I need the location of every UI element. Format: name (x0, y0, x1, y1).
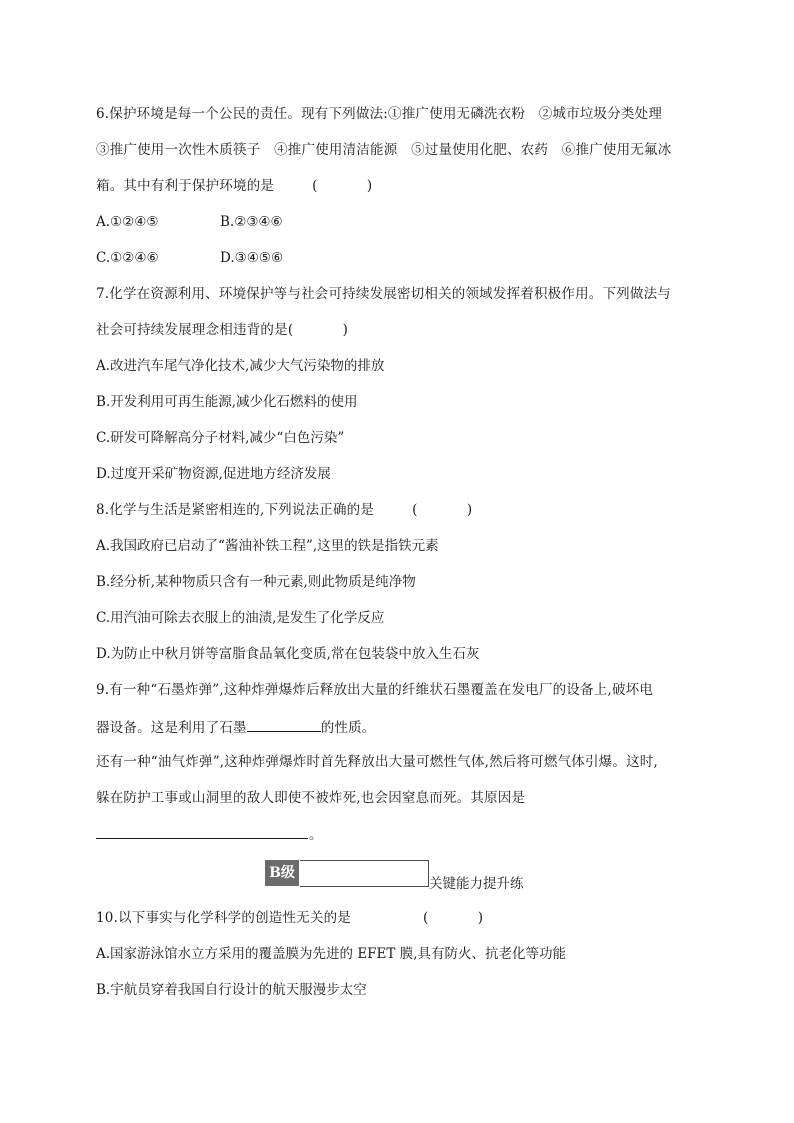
q9-line-1: 9.有一种“石墨炸弹”,这种炸弹爆炸后释放出大量的纤维状石墨覆盖在发电厂的设备上,破坏电 (96, 682, 654, 698)
q9-line-4: 躲在防护工事或山洞里的敌人即使不被炸死,也会因窒息而死。其原因是 (96, 790, 526, 806)
q6-line-3-text: 箱。其中有利于保护环境的是 (96, 178, 275, 194)
q9-line-2a: 器设备。这是利用了石墨 (96, 720, 247, 736)
q10-option-b: B.宇航员穿着我国自行设计的航天服漫步太空 (96, 982, 367, 998)
q6-answer-paren: ( ) (312, 178, 391, 194)
q10-line-1 (96, 909, 501, 927)
q7-line-1: 7.化学在资源利用、环境保护等与社会可持续发展密切相关的领域发挥着积极作用。下列做法与 (96, 286, 671, 302)
q6-line-3 (96, 177, 390, 195)
q10-option-a: A.国家游泳馆水立方采用的覆盖膜为先进的 EFET 膜,具有防火、抗老化等功能 (96, 946, 566, 962)
q9-period: 。 (309, 827, 323, 843)
q9-line-2 (96, 717, 376, 737)
q6-option-c: C.①②④⑥ (96, 250, 159, 266)
q10-line-1-text: 10.以下事实与化学科学的创造性无关的是 (96, 910, 351, 926)
level-b-title: 关键能力提升练 (429, 876, 524, 892)
q6-line-2: ③推广使用一次性木质筷子 ④推广使用清洁能源 ⑤过量使用化肥、农药 ⑥推广使用无氟冰 (96, 142, 672, 158)
q9-fill-blank-2[interactable] (96, 838, 308, 839)
level-b-badge: B级 (265, 860, 299, 886)
q9-line-2b: 的性质。 (320, 720, 376, 736)
q9-line-3: 还有一种“油气炸弹”,这种炸弹爆炸时首先释放出大量可燃性气体,然后将可燃气体引爆。这时, (96, 754, 658, 770)
q8-line-1-text: 8.化学与生活是紧密相连的,下列说法正确的是 (96, 502, 375, 518)
q7-option-d: D.过度开采矿物资源,促进地方经济发展 (96, 466, 331, 482)
q7-line-2 (96, 321, 366, 339)
q8-option-a: A.我国政府已启动了“酱油补铁工程”,这里的铁是指铁元素 (96, 538, 439, 554)
q8-option-d: D.为防止中秋月饼等富脂食品氧化变质,常在包装袋中放入生石灰 (96, 646, 480, 662)
q7-option-c: C.研发可降解高分子材料,减少“白色污染” (96, 430, 345, 446)
q9-fill-blank-1[interactable] (247, 717, 321, 732)
q6-option-d: D.③④⑤⑥ (220, 250, 284, 266)
q8-option-b: B.经分析,某种物质只含有一种元素,则此物质是纯净物 (96, 574, 416, 590)
q6-line-1: 6.保护环境是每一个公民的责任。现有下列做法:①推广使用无磷洗衣粉 ②城市垃圾分类处理 (96, 106, 663, 122)
q7-answer-paren: ( ) (287, 322, 366, 338)
q10-answer-paren: ( ) (422, 910, 502, 926)
level-b-box (300, 860, 429, 887)
q6-option-b: B.②③④⑥ (220, 214, 283, 230)
q7-option-b: B.开发利用可再生能源,减少化石燃料的使用 (96, 394, 358, 410)
q8-answer-paren: ( ) (412, 502, 491, 518)
q8-option-c: C.用汽油可除去衣服上的油渍,是发生了化学反应 (96, 610, 385, 626)
q6-option-a: A.①②④⑤ (96, 214, 159, 230)
q7-option-a: A.改进汽车尾气净化技术,减少大气污染物的排放 (96, 358, 385, 374)
q7-line-2-text: 社会可持续发展理念相违背的是 (96, 322, 288, 338)
q8-line-1 (96, 501, 490, 519)
